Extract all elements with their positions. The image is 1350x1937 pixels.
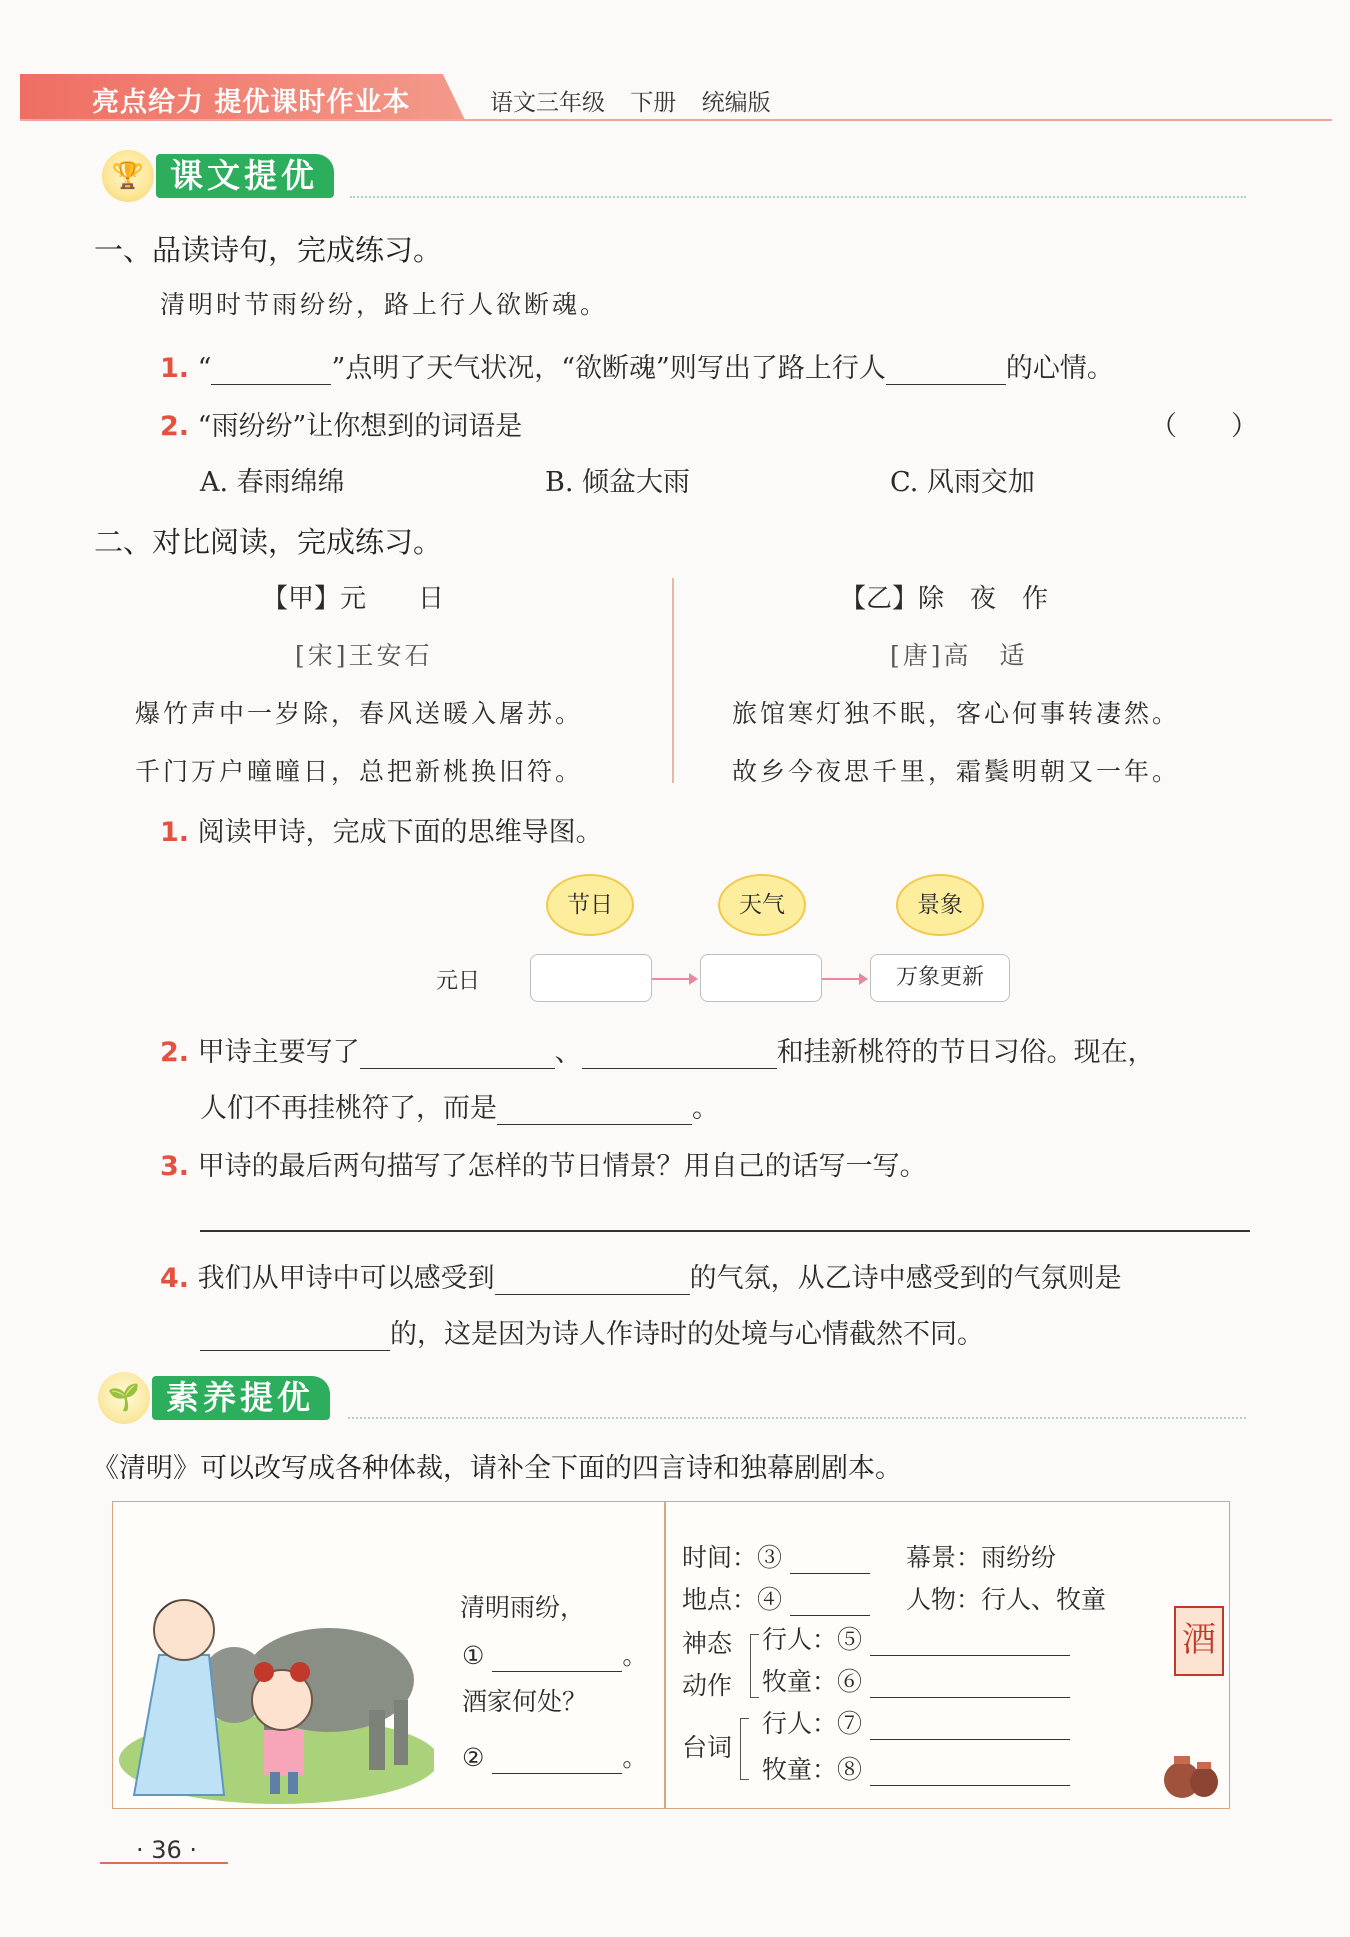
wine-flag-icon: 酒 [1174, 1606, 1224, 1676]
sprout-icon: 🌱 [98, 1372, 150, 1424]
poem-divider [672, 578, 674, 783]
answer-blank[interactable] [870, 1739, 1070, 1740]
mindmap-bubble-festival: 节日 [546, 874, 634, 936]
poem4-answer-2: ② 。 [462, 1743, 648, 1772]
answer-blank[interactable] [492, 1773, 622, 1774]
answer-blank[interactable] [790, 1615, 870, 1616]
script-scene: 幕景：雨纷纷 [906, 1543, 1057, 1572]
poem4-answer-1: ① 。 [462, 1641, 648, 1670]
answer-blank[interactable] [870, 1785, 1070, 1786]
poem-b-author: [唐]高 适 [890, 641, 1028, 670]
section-divider [348, 1417, 1246, 1419]
q1-sub1: 1. “ ”点明了天气状况，“欲断魂”则写出了路上行人 的心情。 [160, 353, 1114, 384]
arrow-right-icon [652, 978, 696, 980]
bracket [750, 1634, 759, 1698]
section2-intro: 《清明》可以改写成各种体裁，请补全下面的四言诗和独幕剧剧本。 [92, 1453, 902, 1484]
poem-a-author: [宋]王安石 [295, 641, 433, 670]
answer-blank[interactable] [886, 384, 1006, 385]
book-info: 语文三年级 下册 统编版 [490, 90, 771, 116]
arrow-right-icon [822, 978, 866, 980]
section-divider [350, 196, 1246, 198]
q2-sub4-cont: 的，这是因为诗人作诗时的处境与心情截然不同。 [200, 1312, 984, 1351]
answer-blank[interactable] [211, 384, 331, 385]
label-taici: 台词 [682, 1733, 733, 1762]
answer-blank[interactable] [870, 1655, 1070, 1656]
script-place: 地点：④ [682, 1580, 870, 1616]
mindmap-bubble-weather: 天气 [718, 874, 806, 936]
mindmap-box-given: 万象更新 [870, 954, 1010, 1002]
boy-and-traveler-with-ox-illustration [114, 1560, 434, 1805]
answer-blank[interactable] [200, 1350, 390, 1351]
poem-line: 清明时节雨纷纷，路上行人欲断魂。 [160, 290, 609, 319]
option-a[interactable]: A. 春雨绵绵 [200, 467, 345, 498]
mindmap-bubble-scene: 景象 [896, 874, 984, 936]
answer-blank[interactable] [495, 1294, 690, 1295]
poem-a-line: 爆竹声中一岁除，春风送暖入屠苏。 [135, 699, 584, 728]
option-b[interactable]: B. 倾盆大雨 [545, 467, 691, 498]
q1-sub2: 2. “雨纷纷”让你想到的词语是 [160, 411, 523, 442]
wine-jar-icon [1160, 1748, 1220, 1800]
book-brand: 亮点给力 提优课时作业本 [92, 87, 411, 118]
script-boy-line: 牧童：⑧ [762, 1750, 1070, 1786]
script-people: 人物：行人、牧童 [906, 1585, 1107, 1614]
poem-a-line: 千门万户曈曈日，总把新桃换旧符。 [135, 757, 584, 786]
section-title-suyang: 素养提优 [152, 1376, 330, 1420]
header-divider [20, 119, 1332, 121]
trophy-icon: 🏆 [102, 150, 154, 202]
mindmap-row-label: 元日 [436, 969, 481, 994]
mindmap-answer-box[interactable] [700, 954, 822, 1002]
script-walker-action: 行人：⑤ [762, 1620, 1070, 1656]
poem-a-title: 【甲】元 日 [262, 584, 445, 614]
q2-sub4: 4. 我们从甲诗中可以感受到 的气氛，从乙诗中感受到的气氛则是 [160, 1263, 1122, 1294]
item-number: 1. [160, 353, 190, 384]
section-title-kewen: 课文提优 [156, 154, 334, 198]
answer-blank[interactable] [582, 1068, 777, 1069]
answer-blank[interactable] [360, 1068, 555, 1069]
choice-paren[interactable]: （ ） [1150, 411, 1258, 442]
option-c[interactable]: C. 风雨交加 [890, 467, 1035, 498]
mindmap-answer-box[interactable] [530, 954, 652, 1002]
question-1-title: 一、品读诗句，完成练习。 [94, 233, 443, 267]
script-time: 时间：③ [682, 1538, 870, 1574]
label-shentai: 神态 [682, 1629, 733, 1658]
q2-sub3: 3. 甲诗的最后两句描写了怎样的节日情景？用自己的话写一写。 [160, 1151, 927, 1182]
q2-sub1: 1. 阅读甲诗，完成下面的思维导图。 [160, 817, 603, 848]
poem-b-line: 旅馆寒灯独不眠，客心何事转凄然。 [732, 699, 1181, 728]
poem-b-line: 故乡今夜思千里，霜鬓明朝又一年。 [732, 757, 1181, 786]
poem4-line-2: 酒家何处？ [462, 1687, 588, 1716]
answer-blank[interactable] [497, 1124, 692, 1125]
panel-divider [664, 1501, 666, 1809]
answer-blank[interactable] [492, 1671, 622, 1672]
answer-blank[interactable] [870, 1697, 1070, 1698]
label-dongzuo: 动作 [682, 1671, 733, 1700]
q2-sub2-cont: 人们不再挂桃符了，而是 。 [200, 1093, 719, 1124]
script-walker-line: 行人：⑦ [762, 1704, 1070, 1740]
answer-blank[interactable] [790, 1573, 870, 1574]
q2-sub2: 2. 甲诗主要写了 、 和挂新桃符的节日习俗。现在， [160, 1037, 1155, 1068]
answer-line[interactable] [200, 1230, 1250, 1232]
question-2-title: 二、对比阅读，完成练习。 [94, 525, 443, 559]
poem-b-title: 【乙】除 夜 作 [840, 584, 1049, 614]
poem4-line-1: 清明雨纷， [460, 1593, 586, 1622]
script-boy-action: 牧童：⑥ [762, 1662, 1070, 1698]
bracket [740, 1718, 749, 1780]
page-number: · 36 · [136, 1836, 198, 1864]
